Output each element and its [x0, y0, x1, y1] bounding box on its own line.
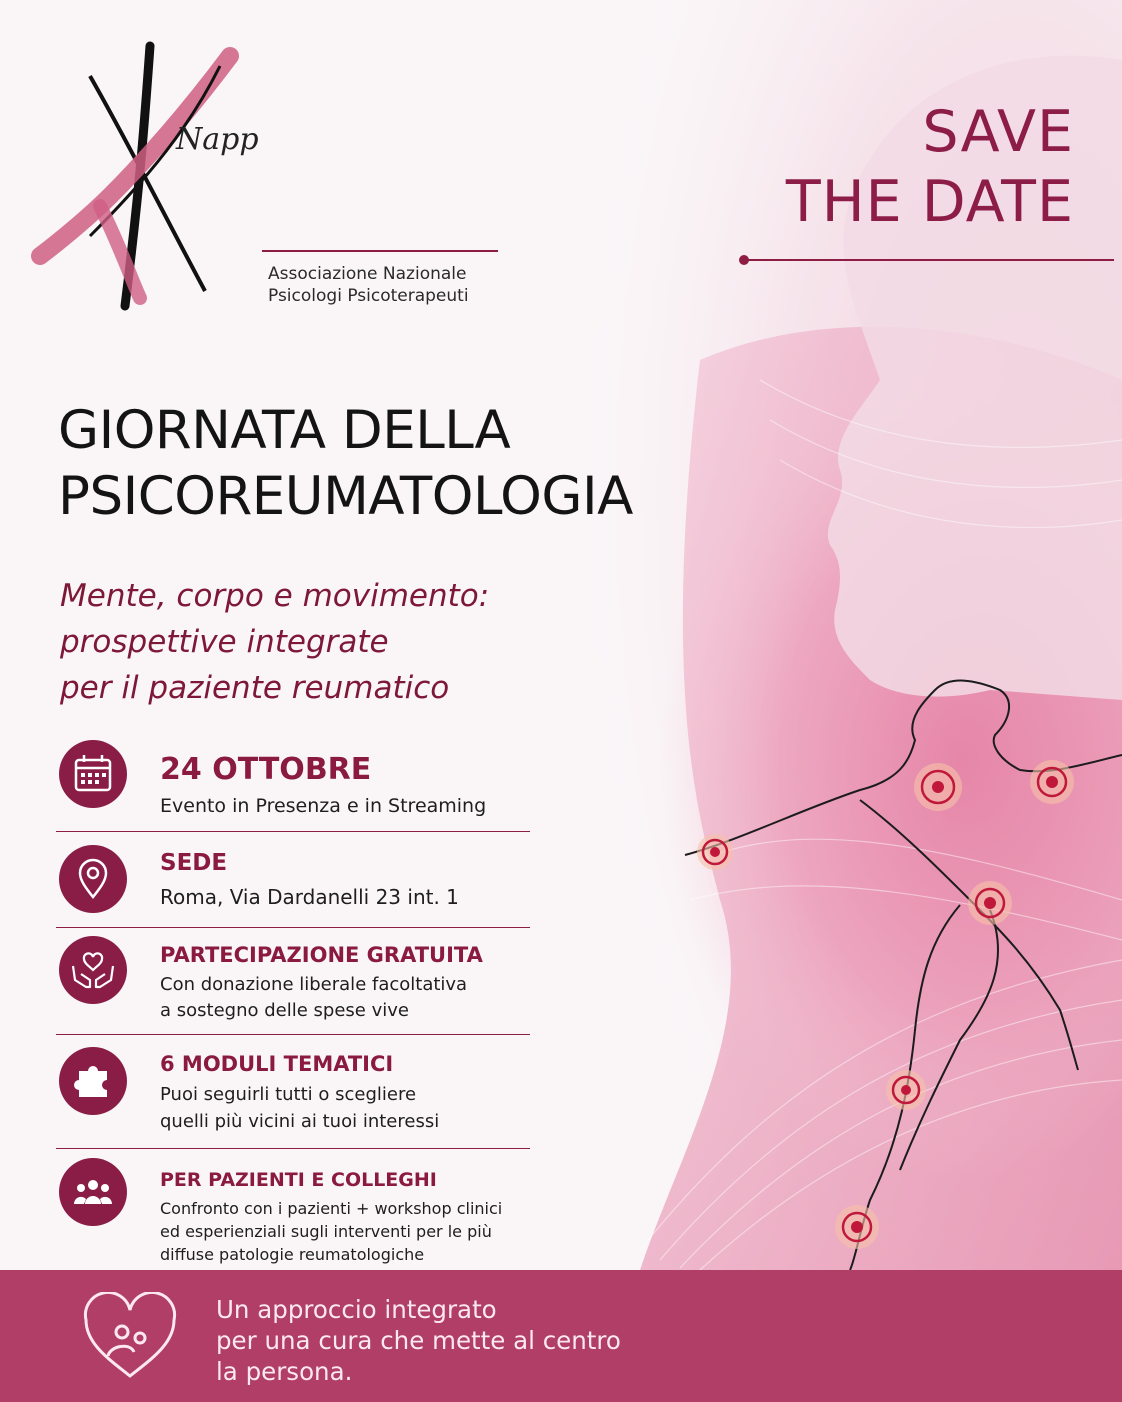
organization-name-line2: Psicologi Psicoterapeuti [268, 286, 469, 306]
detail-divider [56, 1034, 530, 1035]
footer-text-line1: Un approccio integrato [216, 1295, 497, 1324]
group-icon [59, 1158, 127, 1226]
audience-line2: ed esperienziali sugli interventi per le più [160, 1222, 492, 1241]
logo-wordmark: Napp [176, 122, 259, 157]
event-subtitle-line3: per il paziente reumatico [60, 670, 450, 706]
date-title: 24 OTTOBRE [160, 752, 372, 787]
audience-line3: diffuse patologie reumatologiche [160, 1245, 425, 1264]
logo-divider [262, 250, 498, 252]
modules-line2: quelli più vicini ai tuoi interessi [160, 1111, 440, 1132]
save-the-date-divider [748, 259, 1114, 261]
venue-address: Roma, Via Dardanelli 23 int. 1 [160, 885, 459, 909]
modules-line1: Puoi seguirli tutti o scegliere [160, 1084, 417, 1105]
save-the-date-line2: THE DATE [785, 169, 1074, 235]
footer-text-line3: la persona. [216, 1357, 353, 1386]
organization-name-line1: Associazione Nazionale [268, 264, 467, 284]
heart-hands-icon [59, 936, 127, 1004]
footer-text-line2: per una cura che mette al centro [216, 1326, 621, 1355]
event-title-line1: GIORNATA DELLA [58, 400, 511, 461]
detail-divider [56, 1148, 530, 1149]
save-the-date-line1: SAVE [922, 99, 1074, 165]
detail-divider [56, 831, 530, 832]
participation-title: PARTECIPAZIONE GRATUITA [160, 943, 483, 967]
participation-line1: Con donazione liberale facoltativa [160, 974, 468, 995]
event-subtitle-line1: Mente, corpo e movimento: [60, 578, 490, 614]
event-title-line2: PSICOREUMATOLOGIA [58, 466, 633, 527]
participation-line2: a sostegno delle spese vive [160, 1000, 409, 1021]
calendar-icon [59, 740, 127, 808]
puzzle-icon [59, 1047, 127, 1115]
heart-people-icon [80, 1292, 180, 1382]
location-pin-icon [59, 845, 127, 913]
modules-title: 6 MODULI TEMATICI [160, 1052, 394, 1076]
audience-line1: Confronto con i pazienti + workshop clinici [160, 1199, 503, 1218]
date-detail: Evento in Presenza e in Streaming [160, 795, 487, 817]
detail-divider [56, 927, 530, 928]
event-subtitle-line2: prospettive integrate [60, 624, 389, 660]
audience-title: PER PAZIENTI E COLLEGHI [160, 1169, 437, 1191]
venue-title: SEDE [160, 850, 228, 876]
